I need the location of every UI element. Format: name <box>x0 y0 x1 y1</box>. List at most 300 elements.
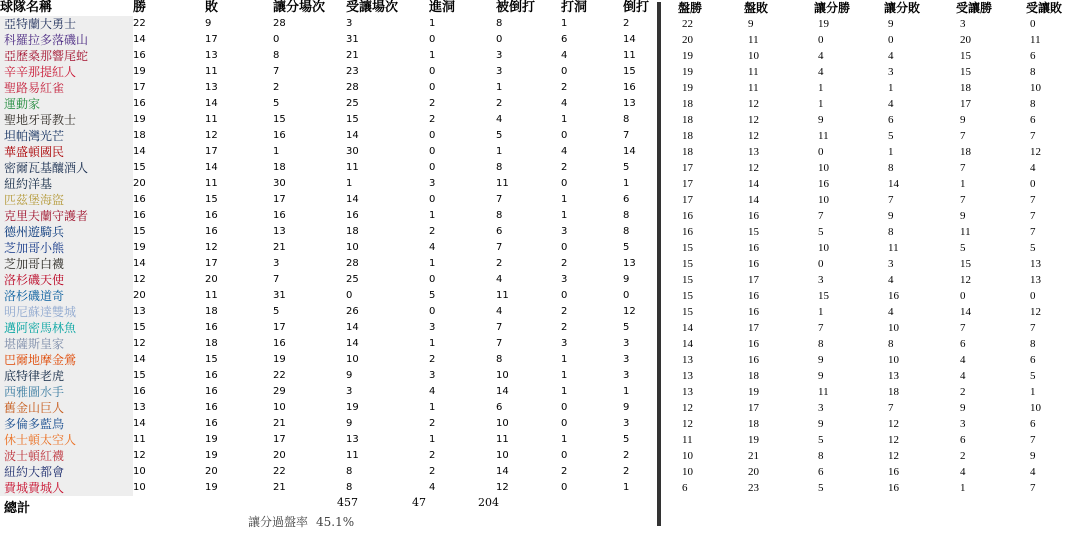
table-row[interactable] <box>0 176 653 192</box>
handicap-cell: 10 <box>682 450 693 462</box>
stat-cell: 3 <box>429 370 436 381</box>
stat-cell: 18 <box>205 306 218 317</box>
stat-cell: 10 <box>133 466 146 477</box>
table-row[interactable] <box>0 128 653 144</box>
table-row[interactable] <box>0 288 653 304</box>
stat-cell: 2 <box>429 354 436 365</box>
handicap-cell: 0 <box>1030 18 1036 30</box>
handicap-cell: 16 <box>682 210 693 222</box>
table-row[interactable] <box>668 336 1080 352</box>
stat-cell: 4 <box>561 50 568 61</box>
stat-cell: 2 <box>429 226 436 237</box>
stat-cell: 17 <box>205 146 218 157</box>
stat-cell: 1 <box>561 434 568 445</box>
table-row[interactable] <box>0 256 653 272</box>
stat-cell: 14 <box>496 466 509 477</box>
handicap-cell: 1 <box>1030 386 1036 398</box>
table-row[interactable] <box>0 416 653 432</box>
handicap-cell: 0 <box>888 34 894 46</box>
team-name[interactable]: 明尼蘇達雙城 <box>0 304 133 320</box>
stat-cell: 12 <box>133 338 146 349</box>
stat-cell: 2 <box>623 466 630 477</box>
table-row[interactable] <box>0 448 653 464</box>
header-receive-losses[interactable]: 受讓敗 <box>1026 1 1063 15</box>
header-cover-losses[interactable]: 盤敗 <box>744 1 769 15</box>
total-reverse-hits: 204 <box>478 496 499 509</box>
handicap-cell: 14 <box>960 306 971 318</box>
stat-cell: 30 <box>273 178 286 189</box>
team-name[interactable]: 洛杉磯天使 <box>0 272 133 288</box>
handicap-cell: 11 <box>682 434 693 446</box>
team-name[interactable]: 克里夫蘭守護者 <box>0 208 133 224</box>
table-row[interactable] <box>0 32 653 48</box>
stat-cell: 13 <box>133 306 146 317</box>
handicap-cell: 12 <box>748 130 759 142</box>
stat-cell: 7 <box>496 322 503 333</box>
table-row[interactable] <box>0 272 653 288</box>
table-row[interactable] <box>0 16 653 32</box>
table-row[interactable] <box>668 400 1080 416</box>
table-row[interactable] <box>0 48 653 64</box>
handicap-cell: 9 <box>1030 450 1036 462</box>
handicap-cell: 15 <box>960 66 971 78</box>
table-row[interactable] <box>668 144 1080 160</box>
stat-cell: 15 <box>133 226 146 237</box>
table-row[interactable] <box>668 192 1080 208</box>
team-name[interactable]: 聖地牙哥教士 <box>0 112 133 128</box>
header-spread-games[interactable]: 讓分場次 <box>273 0 326 15</box>
stat-cell: 0 <box>561 482 568 493</box>
handicap-cell: 5 <box>1030 242 1036 254</box>
header-reverse-hit-by[interactable]: 被倒打 <box>496 0 536 15</box>
table-row[interactable] <box>668 352 1080 368</box>
table-row[interactable] <box>668 48 1080 64</box>
handicap-cell: 7 <box>1030 434 1036 446</box>
handicap-cell: 13 <box>748 146 759 158</box>
header-spread-wins[interactable]: 讓分勝 <box>814 1 851 15</box>
table-row[interactable] <box>668 96 1080 112</box>
stat-cell: 1 <box>496 146 503 157</box>
handicap-cell: 5 <box>888 130 894 142</box>
stat-cell: 3 <box>496 50 503 61</box>
team-name[interactable]: 辛辛那提紅人 <box>0 64 133 80</box>
stat-cell: 21 <box>273 418 286 429</box>
table-row[interactable] <box>0 384 653 400</box>
table-row[interactable] <box>668 480 1080 496</box>
table-row[interactable] <box>0 352 653 368</box>
stat-cell: 8 <box>623 114 630 125</box>
stat-cell: 14 <box>133 258 146 269</box>
stat-cell: 5 <box>623 434 630 445</box>
stat-cell: 12 <box>623 306 636 317</box>
stat-cell: 3 <box>429 322 436 333</box>
stat-cell: 15 <box>205 354 218 365</box>
stat-cell: 16 <box>346 210 359 221</box>
stat-cell: 2 <box>273 82 280 93</box>
handicap-cell: 11 <box>748 82 759 94</box>
stat-cell: 14 <box>346 322 359 333</box>
stat-cell: 1 <box>346 178 353 189</box>
header-receive-wins[interactable]: 受讓勝 <box>956 1 993 15</box>
stat-cell: 3 <box>429 178 436 189</box>
handicap-cell: 19 <box>682 50 693 62</box>
handicap-cell: 11 <box>888 242 899 254</box>
stat-cell: 4 <box>561 98 568 109</box>
stat-cell: 4 <box>496 306 503 317</box>
handicap-cell: 21 <box>748 450 759 462</box>
stat-cell: 25 <box>346 274 359 285</box>
handicap-cell: 9 <box>818 370 824 382</box>
table-row[interactable] <box>0 96 653 112</box>
team-name[interactable]: 聖路易紅雀 <box>0 80 133 96</box>
table-row[interactable] <box>0 336 653 352</box>
stat-cell: 12 <box>133 450 146 461</box>
handicap-cell: 13 <box>682 386 693 398</box>
stat-cell: 19 <box>346 402 359 413</box>
team-name[interactable]: 芝加哥白襪 <box>0 256 133 272</box>
team-name[interactable]: 巴爾地摩金鶯 <box>0 352 133 368</box>
table-row[interactable] <box>668 160 1080 176</box>
stat-cell: 0 <box>429 306 436 317</box>
table-row[interactable] <box>668 208 1080 224</box>
stat-cell: 2 <box>561 466 568 477</box>
table-row[interactable] <box>668 16 1080 32</box>
cover-rate-label: 讓分過盤率 <box>248 515 309 529</box>
handicap-cell: 19 <box>682 82 693 94</box>
stat-cell: 17 <box>205 34 218 45</box>
table-row[interactable] <box>0 144 653 160</box>
team-name[interactable]: 科羅拉多落磯山 <box>0 32 133 48</box>
handicap-cell: 9 <box>818 418 824 430</box>
stat-cell: 14 <box>623 34 636 45</box>
team-name[interactable]: 芝加哥小熊 <box>0 240 133 256</box>
table-row[interactable] <box>0 240 653 256</box>
table-row[interactable] <box>668 64 1080 80</box>
handicap-stats-table <box>668 0 1080 496</box>
table-row[interactable] <box>668 416 1080 432</box>
table-row[interactable] <box>668 304 1080 320</box>
handicap-cell: 3 <box>888 66 894 78</box>
stat-cell: 21 <box>346 50 359 61</box>
stat-cell: 1 <box>429 18 436 29</box>
handicap-cell: 7 <box>1030 194 1036 206</box>
stat-cell: 15 <box>133 322 146 333</box>
stat-cell: 1 <box>429 258 436 269</box>
stat-cell: 7 <box>623 130 630 141</box>
handicap-cell: 17 <box>682 194 693 206</box>
stat-cell: 17 <box>273 322 286 333</box>
table-row[interactable] <box>668 112 1080 128</box>
handicap-cell: 4 <box>960 466 966 478</box>
stat-cell: 13 <box>623 98 636 109</box>
stat-cell: 1 <box>429 210 436 221</box>
stat-cell: 5 <box>273 306 280 317</box>
stat-cell: 8 <box>346 466 353 477</box>
handicap-cell: 8 <box>888 162 894 174</box>
table-row[interactable] <box>0 208 653 224</box>
stat-cell: 19 <box>273 354 286 365</box>
stat-cell: 0 <box>561 418 568 429</box>
stat-cell: 8 <box>623 226 630 237</box>
stat-cell: 14 <box>346 130 359 141</box>
handicap-cell: 3 <box>818 402 824 414</box>
table-row[interactable] <box>0 112 653 128</box>
handicap-cell: 12 <box>682 402 693 414</box>
handicap-cell: 17 <box>748 322 759 334</box>
handicap-cell: 12 <box>960 274 971 286</box>
stat-cell: 16 <box>623 82 636 93</box>
handicap-cell: 8 <box>818 338 824 350</box>
stat-cell: 1 <box>273 146 280 157</box>
handicap-cell: 14 <box>888 178 899 190</box>
handicap-cell: 13 <box>1030 274 1041 286</box>
table-row[interactable] <box>668 384 1080 400</box>
stat-cell: 11 <box>496 178 509 189</box>
stat-cell: 11 <box>205 290 218 301</box>
handicap-cell: 19 <box>748 386 759 398</box>
stat-cell: 5 <box>273 98 280 109</box>
stat-cell: 10 <box>496 418 509 429</box>
handicap-cell: 6 <box>1030 50 1036 62</box>
stat-cell: 19 <box>133 114 146 125</box>
stat-cell: 1 <box>429 338 436 349</box>
stat-cell: 20 <box>205 274 218 285</box>
stat-cell: 0 <box>429 66 436 77</box>
stat-cell: 1 <box>623 386 630 397</box>
handicap-cell: 12 <box>888 434 899 446</box>
stat-cell: 18 <box>346 226 359 237</box>
handicap-cell: 12 <box>888 450 899 462</box>
column-divider <box>657 2 661 526</box>
stat-cell: 4 <box>496 114 503 125</box>
stat-cell: 15 <box>623 66 636 77</box>
stat-cell: 3 <box>561 274 568 285</box>
stat-cell: 14 <box>205 98 218 109</box>
stat-cell: 2 <box>623 450 630 461</box>
handicap-cell: 8 <box>888 338 894 350</box>
stat-cell: 14 <box>133 354 146 365</box>
team-name[interactable]: 邁阿密馬林魚 <box>0 320 133 336</box>
table-row[interactable] <box>0 464 653 480</box>
team-name[interactable]: 多倫多藍鳥 <box>0 416 133 432</box>
team-name[interactable]: 休士頓太空人 <box>0 432 133 448</box>
table-row[interactable] <box>0 432 653 448</box>
stat-cell: 18 <box>205 338 218 349</box>
team-name[interactable]: 華盛頓國民 <box>0 144 133 160</box>
handicap-cell: 20 <box>682 34 693 46</box>
team-name[interactable]: 底特律老虎 <box>0 368 133 384</box>
stat-cell: 5 <box>496 130 503 141</box>
stat-cell: 0 <box>561 450 568 461</box>
handicap-cell: 15 <box>818 290 829 302</box>
stat-cell: 3 <box>346 18 353 29</box>
team-name[interactable]: 堪薩斯皇家 <box>0 336 133 352</box>
team-name[interactable]: 德州遊騎兵 <box>0 224 133 240</box>
table-row[interactable] <box>668 288 1080 304</box>
table-row[interactable] <box>668 240 1080 256</box>
header-reverse-hit[interactable]: 倒打 <box>623 0 650 15</box>
stat-cell: 11 <box>346 450 359 461</box>
stat-cell: 3 <box>346 386 353 397</box>
handicap-cell: 9 <box>960 402 966 414</box>
table-row[interactable] <box>0 480 653 496</box>
right-header-row <box>668 0 1080 16</box>
stat-cell: 22 <box>273 370 286 381</box>
table-row[interactable] <box>668 224 1080 240</box>
team-name[interactable]: 洛杉磯道奇 <box>0 288 133 304</box>
team-name[interactable]: 密爾瓦基釀酒人 <box>0 160 133 176</box>
handicap-cell: 7 <box>1030 210 1036 222</box>
table-row[interactable] <box>668 128 1080 144</box>
stat-cell: 11 <box>205 66 218 77</box>
table-row[interactable] <box>0 64 653 80</box>
handicap-cell: 19 <box>818 18 829 30</box>
team-name[interactable]: 亞特蘭大勇士 <box>0 16 133 32</box>
handicap-cell: 6 <box>888 114 894 126</box>
table-row[interactable] <box>0 160 653 176</box>
team-name[interactable]: 舊金山巨人 <box>0 400 133 416</box>
stat-cell: 9 <box>346 370 353 381</box>
stat-cell: 16 <box>205 322 218 333</box>
header-receive-games[interactable]: 受讓場次 <box>346 0 399 15</box>
stat-cell: 16 <box>273 210 286 221</box>
stat-cell: 8 <box>496 354 503 365</box>
stat-cell: 16 <box>205 386 218 397</box>
handicap-cell: 1 <box>818 82 824 94</box>
stat-cell: 2 <box>429 466 436 477</box>
team-name[interactable]: 費城費城人 <box>0 480 133 496</box>
table-row[interactable] <box>668 320 1080 336</box>
stat-cell: 12 <box>496 482 509 493</box>
handicap-cell: 13 <box>682 354 693 366</box>
stat-cell: 28 <box>346 82 359 93</box>
stat-cell: 8 <box>623 210 630 221</box>
table-row[interactable] <box>668 448 1080 464</box>
table-row[interactable] <box>668 432 1080 448</box>
table-row[interactable] <box>0 80 653 96</box>
handicap-cell: 7 <box>960 162 966 174</box>
stat-cell: 20 <box>205 466 218 477</box>
header-cover-wins[interactable]: 盤勝 <box>678 1 703 15</box>
handicap-cell: 5 <box>1030 370 1036 382</box>
handicap-cell: 10 <box>818 242 829 254</box>
header-team-name[interactable]: 球隊名稱 <box>0 0 53 15</box>
stat-cell: 9 <box>623 402 630 413</box>
stat-cell: 2 <box>496 258 503 269</box>
team-name[interactable]: 紐約大都會 <box>0 464 133 480</box>
stat-cell: 28 <box>273 18 286 29</box>
table-row[interactable] <box>668 176 1080 192</box>
stat-cell: 20 <box>133 178 146 189</box>
stat-cell: 30 <box>346 146 359 157</box>
handicap-cell: 12 <box>748 98 759 110</box>
table-row[interactable] <box>668 272 1080 288</box>
handicap-cell: 1 <box>960 482 966 494</box>
team-name[interactable]: 西雅圖水手 <box>0 384 133 400</box>
stat-cell: 11 <box>205 114 218 125</box>
team-name[interactable]: 紐約洋基 <box>0 176 133 192</box>
handicap-cell: 8 <box>818 450 824 462</box>
stat-cell: 23 <box>346 66 359 77</box>
stat-cell: 2 <box>496 98 503 109</box>
team-name[interactable]: 波士頓紅襪 <box>0 448 133 464</box>
table-row[interactable] <box>0 320 653 336</box>
handicap-cell: 18 <box>960 146 971 158</box>
handicap-cell: 4 <box>888 50 894 62</box>
stat-cell: 22 <box>133 18 146 29</box>
header-holes[interactable]: 進洞 <box>429 0 456 15</box>
handicap-cell: 0 <box>1030 290 1036 302</box>
handicap-cell: 10 <box>748 50 759 62</box>
handicap-cell: 1 <box>960 178 966 190</box>
table-row[interactable] <box>0 304 653 320</box>
table-row[interactable] <box>668 32 1080 48</box>
table-row[interactable] <box>668 256 1080 272</box>
handicap-cell: 11 <box>818 386 829 398</box>
table-row[interactable] <box>0 400 653 416</box>
handicap-cell: 7 <box>1030 482 1036 494</box>
table-row[interactable] <box>668 368 1080 384</box>
stat-cell: 6 <box>561 34 568 45</box>
team-name[interactable]: 運動家 <box>0 96 133 112</box>
handicap-cell: 4 <box>960 354 966 366</box>
team-name[interactable]: 坦帕灣光芒 <box>0 128 133 144</box>
stat-cell: 15 <box>133 370 146 381</box>
handicap-cell: 18 <box>748 418 759 430</box>
handicap-cell: 1 <box>888 82 894 94</box>
stat-cell: 10 <box>346 242 359 253</box>
cover-rate <box>248 513 354 530</box>
stat-cell: 16 <box>273 130 286 141</box>
handicap-cell: 7 <box>818 322 824 334</box>
stat-cell: 6 <box>496 402 503 413</box>
handicap-cell: 12 <box>748 162 759 174</box>
handicap-cell: 12 <box>1030 146 1041 158</box>
handicap-cell: 6 <box>818 466 824 478</box>
stat-cell: 6 <box>623 194 630 205</box>
handicap-cell: 9 <box>960 114 966 126</box>
header-hit-hole[interactable]: 打洞 <box>561 0 588 15</box>
handicap-cell: 20 <box>748 466 759 478</box>
handicap-cell: 6 <box>960 434 966 446</box>
table-row[interactable] <box>0 368 653 384</box>
stat-cell: 2 <box>561 322 568 333</box>
table-row[interactable] <box>668 464 1080 480</box>
team-name[interactable]: 匹茲堡海盜 <box>0 192 133 208</box>
stat-cell: 6 <box>496 226 503 237</box>
table-row[interactable] <box>0 192 653 208</box>
stat-cell: 2 <box>561 162 568 173</box>
stat-cell: 9 <box>346 418 353 429</box>
table-row[interactable] <box>668 80 1080 96</box>
stat-cell: 13 <box>273 226 286 237</box>
stat-cell: 2 <box>561 258 568 269</box>
stat-cell: 16 <box>273 338 286 349</box>
team-name[interactable]: 亞歷桑那響尾蛇 <box>0 48 133 64</box>
stat-cell: 12 <box>133 274 146 285</box>
header-losses[interactable]: 敗 <box>205 0 219 15</box>
handicap-cell: 4 <box>888 98 894 110</box>
stat-cell: 4 <box>561 146 568 157</box>
stat-cell: 15 <box>133 162 146 173</box>
table-row[interactable] <box>0 224 653 240</box>
stat-cell: 4 <box>429 386 436 397</box>
stat-cell: 1 <box>429 50 436 61</box>
header-wins[interactable]: 勝 <box>133 0 147 15</box>
handicap-cell: 0 <box>818 34 824 46</box>
header-spread-losses[interactable]: 讓分敗 <box>884 1 921 15</box>
handicap-cell: 8 <box>1030 66 1036 78</box>
